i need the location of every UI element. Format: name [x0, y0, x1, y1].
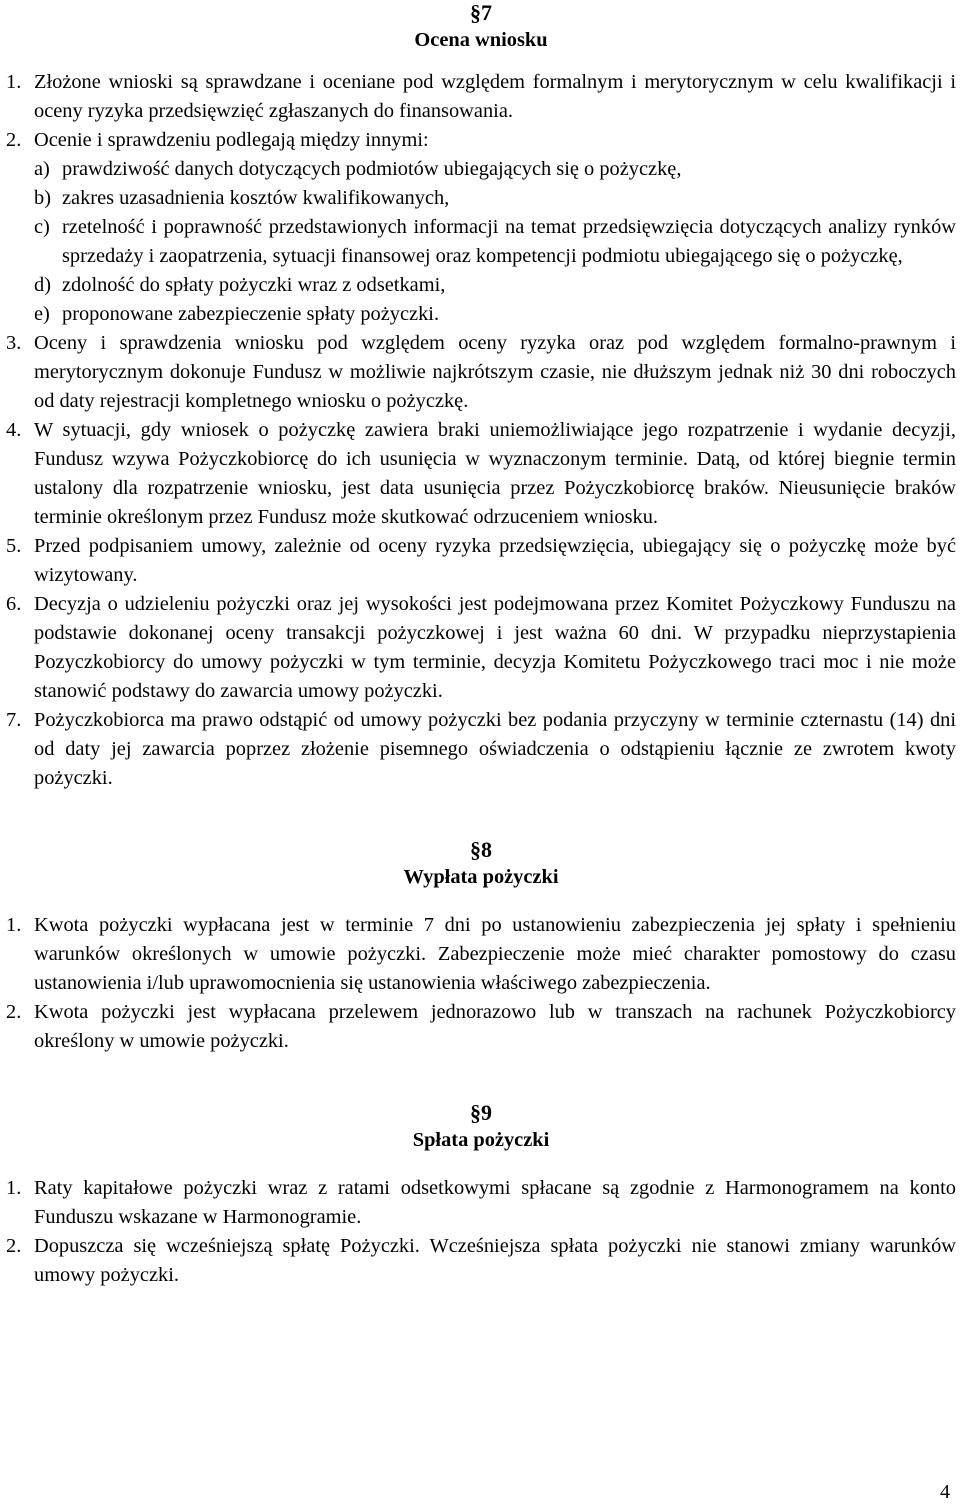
- list-item: [6, 68, 956, 126]
- item-text: Przed podpisaniem umowy, zależnie od oceny ryzyka przedsięwzięcia, ubiegający się o pożyczkę może być wizytowany.: [34, 535, 956, 586]
- item-text: Dopuszcza się wcześniejszą spłatę Pożyczki. Wcześniejsza spłata pożyczki nie stanowi zmiany warunków umowy pożyczki.: [34, 1235, 956, 1286]
- section-7-list: [6, 68, 956, 793]
- list-item: [6, 911, 956, 998]
- sub-item-letter: b): [34, 187, 51, 209]
- item-text: Złożone wnioski są sprawdzane i oceniane pod względem formalnym i merytorycznym w celu kwalifikacji i oceny ryzyka przedsięwzięć zgłaszanych do finansowania.: [34, 71, 956, 122]
- item-number: 2.: [6, 1001, 22, 1023]
- item-text: Decyzja o udzieleniu pożyczki oraz jej wysokości jest podejmowana przez Komitet Pożyczkowy Funduszu na podstawie dokonanej oceny transakcji pożyczkowej i jest ważna 60 dni. W przypadku nieprzystapienia Pozyczkobiorcy do umowy pożyczki w tym terminie, decyzja Komitetu Pożyczkowego traci moc i nie może stanowić podstawy do zawarcia umowy pożyczki.: [34, 593, 956, 702]
- section-number: §9: [470, 1100, 492, 1125]
- page-number: 4: [940, 1481, 950, 1503]
- list-item: [6, 126, 956, 155]
- sub-item-text: rzetelność i poprawność przedstawionych informacji na temat przedsięwzięcia dotyczących analizy rynków sprzedaży i zaopatrzenia, sytuacji finansowej oraz kompetencji podmiotu ubiegającego się o pożyczkę,: [62, 216, 956, 267]
- item-number: 2.: [6, 129, 22, 151]
- list-item: [6, 998, 956, 1056]
- section-title: Ocena wniosku: [414, 29, 548, 51]
- sub-item-letter: e): [34, 303, 50, 325]
- section-title: Spłata pożyczki: [412, 1129, 550, 1151]
- list-item: [6, 1174, 956, 1232]
- sub-item-text: prawdziwość danych dotyczących podmiotów ubiegających się o pożyczkę,: [62, 158, 682, 180]
- item-number: 4.: [6, 419, 22, 441]
- item-number: 1.: [6, 914, 22, 936]
- section-7-header: [6, 0, 956, 54]
- sub-item: [6, 271, 956, 300]
- item-text: Pożyczkobiorca ma prawo odstąpić od umowy pożyczki bez podania przyczyny w terminie czternastu (14) dni od daty jej zawarcia poprzez złożenie pisemnego oświadczenia o odstąpieniu łącznie ze zwrotem kwoty pożyczki.: [34, 709, 956, 789]
- sub-item: [6, 300, 956, 329]
- item-text: Oceny i sprawdzenia wniosku pod względem oceny ryzyka oraz pod względem formalno-prawnym i merytorycznym dokonuje Fundusz w możliwie najkrótszym czasie, nie dłuższym jednak niż 30 dni roboczych od daty rejestracji kompletnego wniosku o pożyczkę.: [34, 332, 956, 412]
- item-text: W sytuacji, gdy wniosek o pożyczkę zawiera braki uniemożliwiające jego rozpatrzenie i wydanie decyzji, Fundusz wzywa Pożyczkobiorcę do ich usunięcia w wyznaczonym terminie. Datą, od której biegnie termin ustalony dla rozpatrzenie wniosku, jest data usunięcia przez Pożyczkobiorcę braków. Nieusunięcie braków terminie określonym przez Fundusz może skutkować odrzuceniem wniosku.: [34, 419, 956, 528]
- section-number: §7: [470, 0, 492, 25]
- sub-item: [6, 155, 956, 184]
- list-item: [6, 706, 956, 793]
- sub-item: [6, 184, 956, 213]
- item-number: 1.: [6, 71, 22, 93]
- list-item: [6, 329, 956, 416]
- list-item: [6, 532, 956, 590]
- section-number: §8: [470, 837, 492, 862]
- sub-item-letter: c): [34, 216, 50, 238]
- item-number: 1.: [6, 1177, 22, 1199]
- section-9-list: [6, 1174, 956, 1290]
- item-text: Kwota pożyczki wypłacana jest w terminie 7 dni po ustanowieniu zabezpieczenia jej spłaty i spełnieniu warunków określonych w umowie pożyczki. Zabezpieczenie może mieć charakter pomostowy do czasu ustanowienia i/lub uprawomocnienia się ustanowienia właściwego zabezpieczenia.: [34, 914, 956, 994]
- item-text: Raty kapitałowe pożyczki wraz z ratami odsetkowymi spłacane są zgodnie z Harmonogramem na konto Funduszu wskazane w Harmonogramie.: [34, 1177, 956, 1228]
- sub-item-text: proponowane zabezpieczenie spłaty pożyczki.: [62, 303, 440, 325]
- list-item: [6, 590, 956, 706]
- item-number: 6.: [6, 593, 22, 615]
- item-number: 7.: [6, 709, 22, 731]
- sub-item-text: zakres uzasadnienia kosztów kwalifikowanych,: [62, 187, 450, 209]
- section-9-header: [6, 1100, 956, 1154]
- item-text: Kwota pożyczki jest wypłacana przelewem jednorazowo lub w transzach na rachunek Pożyczkobiorcy określony w umowie pożyczki.: [34, 1001, 956, 1052]
- list-item: [6, 1232, 956, 1290]
- item-number: 5.: [6, 535, 22, 557]
- sub-item-text: zdolność do spłaty pożyczki wraz z odsetkami,: [62, 274, 446, 296]
- sub-item: [6, 213, 956, 271]
- section-8-list: [6, 911, 956, 1056]
- item-number: 2.: [6, 1235, 22, 1257]
- sub-item-letter: d): [34, 274, 51, 296]
- document-page: [6, 0, 956, 1290]
- item-text: Ocenie i sprawdzeniu podlegają między innymi:: [34, 129, 429, 151]
- list-item: [6, 416, 956, 532]
- section-title: Wypłata pożyczki: [403, 866, 559, 888]
- sub-item-letter: a): [34, 158, 50, 180]
- section-8-header: [6, 837, 956, 891]
- item-number: 3.: [6, 332, 22, 354]
